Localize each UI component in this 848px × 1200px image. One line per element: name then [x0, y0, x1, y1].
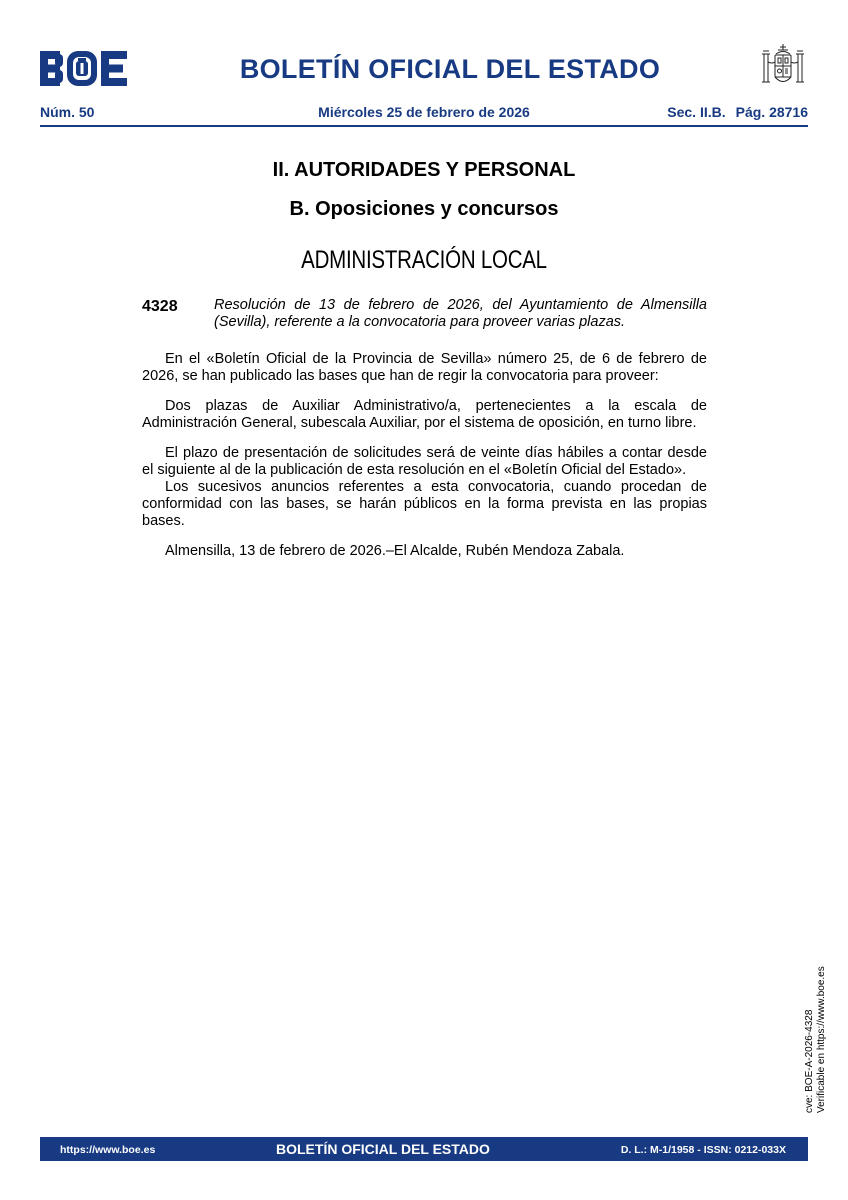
footer-bar — [40, 1137, 808, 1161]
section-label: Sec. II.B. — [667, 104, 726, 120]
spain-coat-of-arms-icon — [758, 42, 808, 92]
entry-number: 4328 — [142, 298, 178, 315]
body-paragraph: Los sucesivos anuncios referentes a esta convocatoria, cuando procedan de conformidad con las bases, se harán públicos en la forma prevista en las propias bases. — [142, 479, 707, 529]
document-body — [142, 351, 707, 560]
section-heading: II. AUTORIDADES Y PERSONAL — [272, 159, 576, 181]
cve-code: cve: BOE-A-2026-4328 — [804, 1009, 815, 1113]
page-label: Pág. 28716 — [735, 104, 808, 120]
boe-logo — [40, 51, 127, 86]
subsection-heading: B. Oposiciones y concursos — [289, 198, 559, 220]
issue-info-row — [40, 104, 808, 122]
entry-title: Resolución de 13 de febrero de 2026, del Ayuntamiento de Almensilla (Sevilla), referente a la convocatoria para proveer varias plazas. — [214, 297, 707, 330]
issue-date: Miércoles 25 de febrero de 2026 — [318, 104, 530, 120]
footer-url-link[interactable]: https://www.boe.es — [60, 1144, 156, 1156]
header-divider — [40, 125, 808, 127]
section-page-info — [667, 104, 808, 120]
footer-title: BOLETÍN OFICIAL DEL ESTADO — [276, 1141, 490, 1157]
body-paragraph: Dos plazas de Auxiliar Administrativo/a, pertenecientes a la escala de Administración General, subescala Auxiliar, por el sistema de oposición, en turno libre. — [142, 398, 707, 431]
body-paragraph: En el «Boletín Oficial de la Provincia de Sevilla» número 25, de 6 de febrero de 2026, se han publicado las bases que han de regir la convocatoria para proveer: — [142, 351, 707, 384]
administration-heading: ADMINISTRACIÓN LOCAL — [301, 246, 547, 274]
issue-number: Núm. 50 — [40, 104, 95, 120]
masthead-title: BOLETÍN OFICIAL DEL ESTADO — [239, 54, 661, 84]
signature-paragraph: Almensilla, 13 de febrero de 2026.–El Alcalde, Rubén Mendoza Zabala. — [165, 543, 625, 559]
verification-link[interactable]: Verificable en https://www.boe.es — [816, 966, 827, 1113]
footer-legal-info: D. L.: M-1/1958 - ISSN: 0212-033X — [620, 1144, 786, 1156]
verification-sidebar — [804, 966, 828, 1113]
body-paragraph: El plazo de presentación de solicitudes será de veinte días hábiles a contar desde el siguiente al de la publicación de esta resolución en el «Boletín Oficial del Estado». — [142, 445, 707, 478]
